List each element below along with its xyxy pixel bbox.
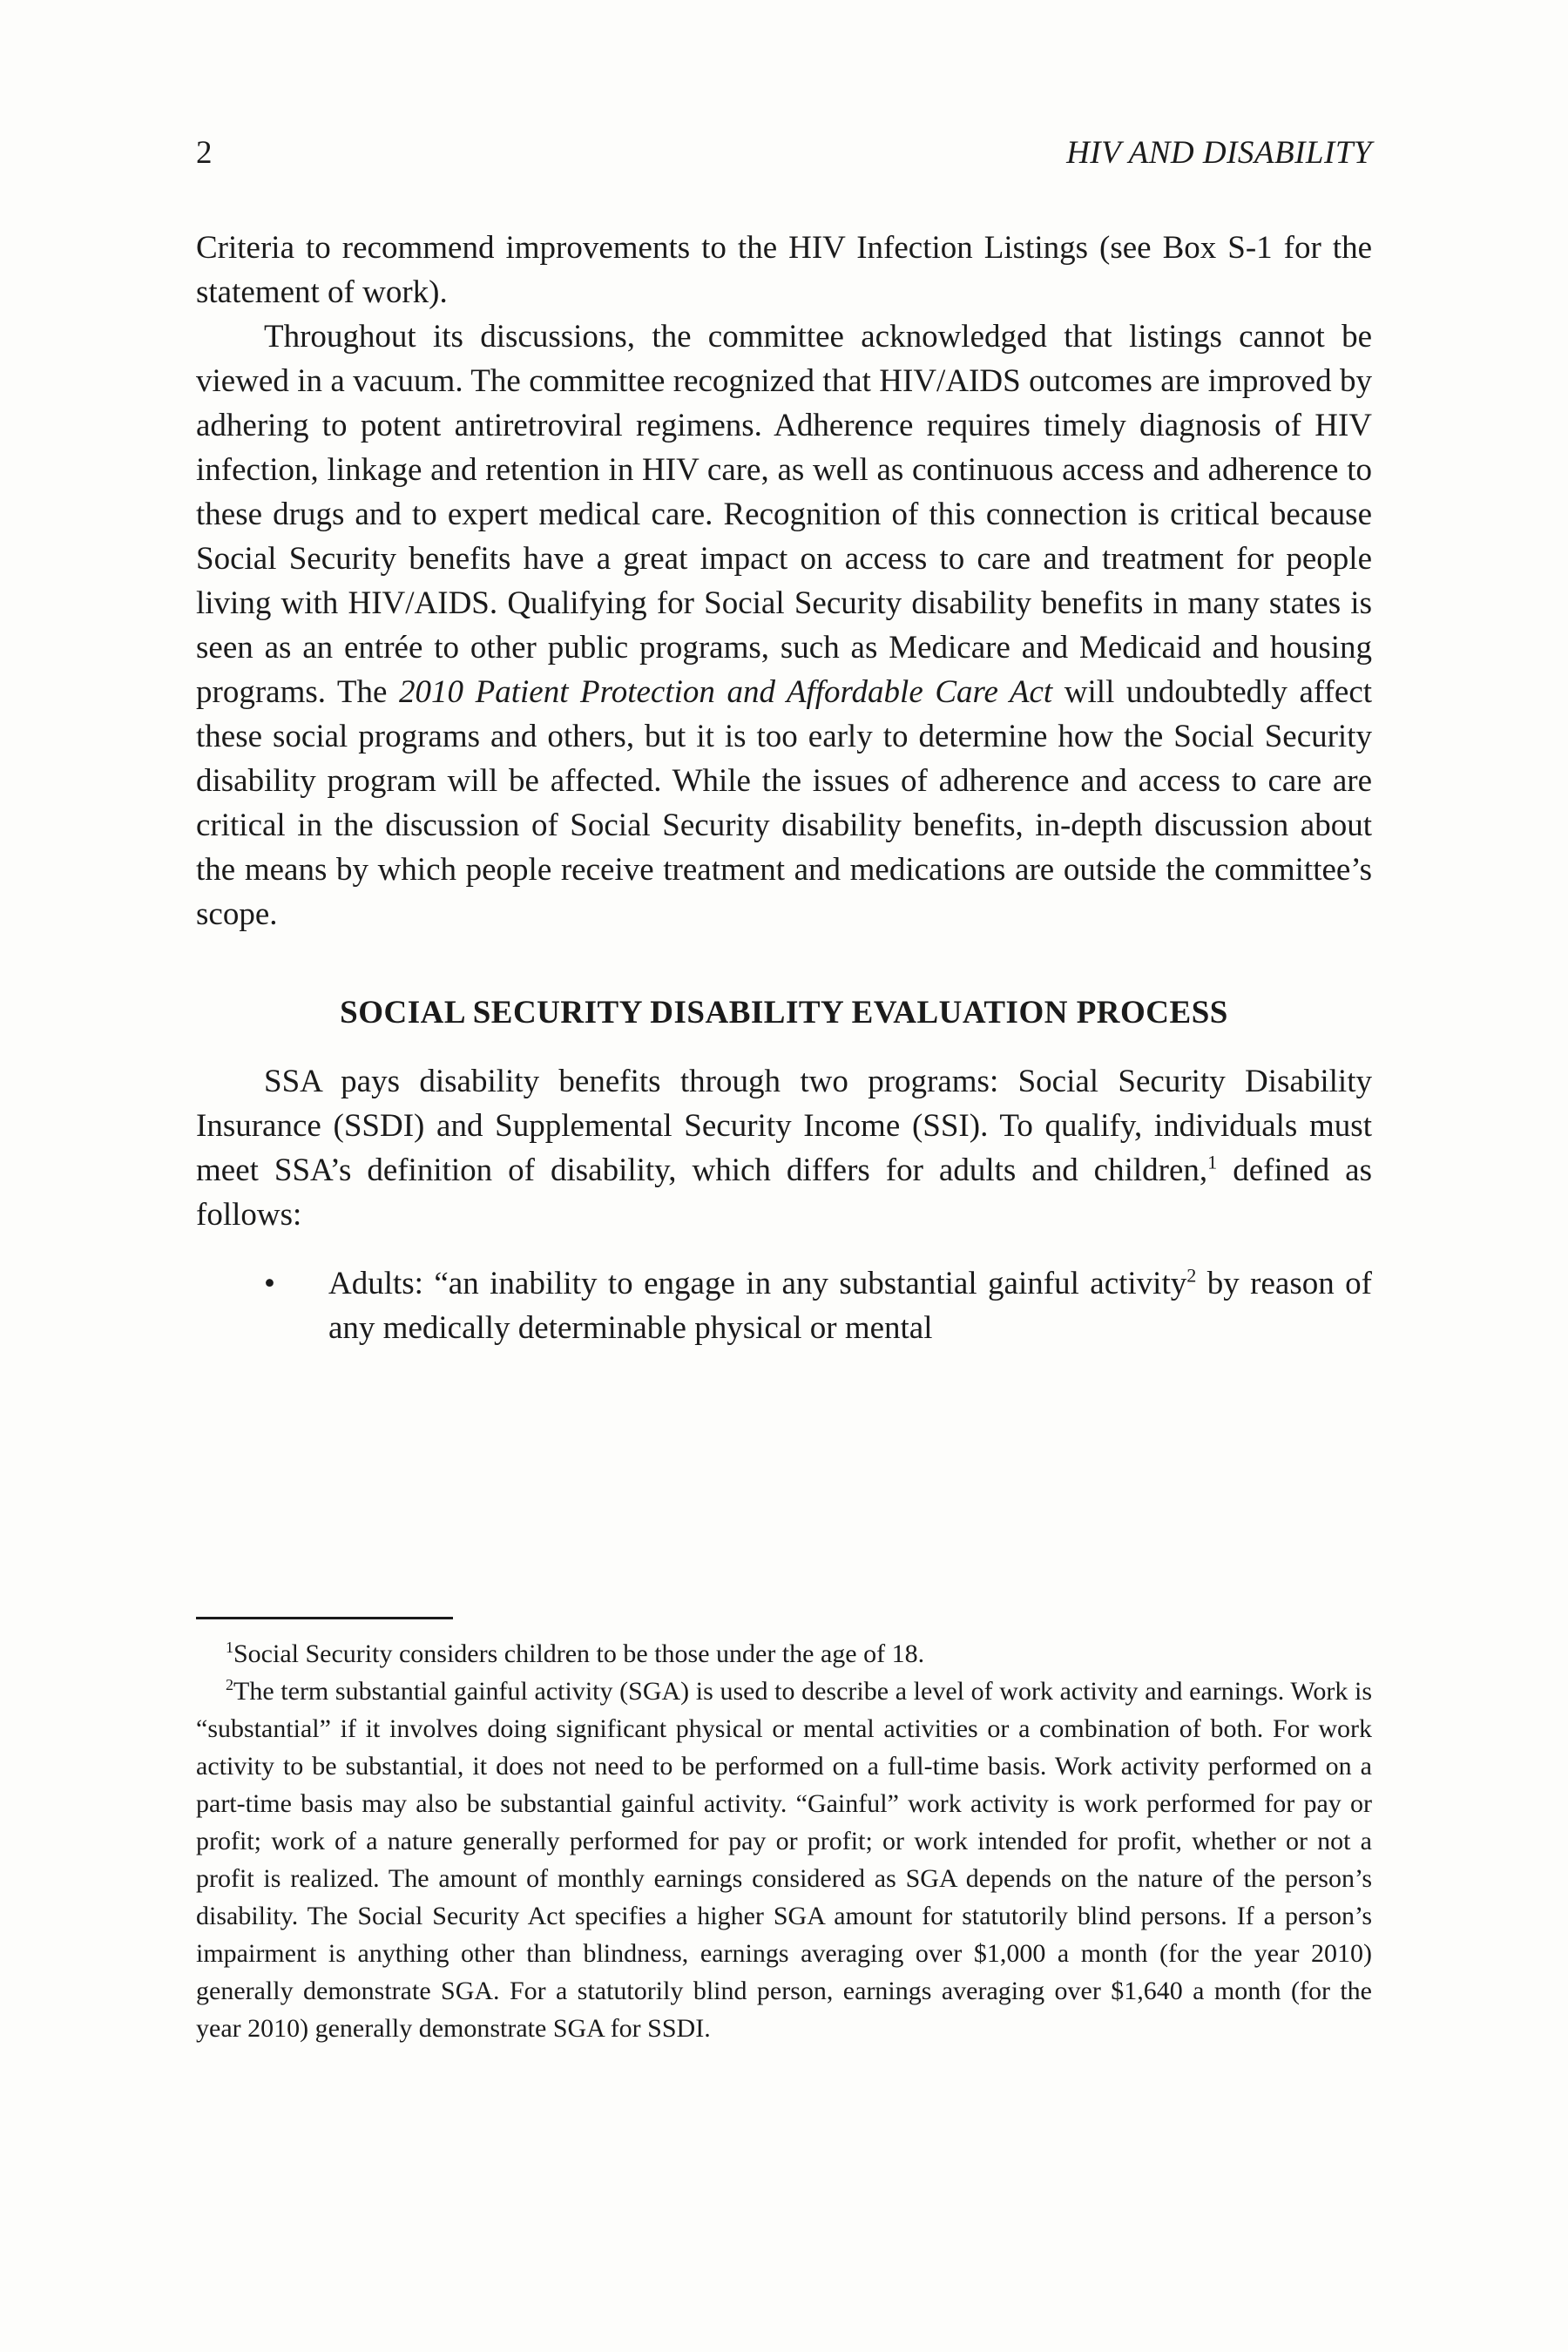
footnote-2-text: The term substantial gainful activity (SGA) is used to describe a level of work activity and earnings. Work is “substantial” if it involves doing significant physical or mental activities or a combination of both. For work activity to be substantial, it does not need to be performed on a full-time basis. Work activity performed on a part-time basis may also be substantial gainful activity. “Gainful” work activity is work performed for pay or profit; work of a nature generally performed for pay or profit; or work intended for profit, whether or not a profit is realized. The amount of monthly earnings considered as SGA depends on the nature of the person’s disability. The Social Security Act specifies a higher SGA amount for statutorily blind persons. If a person’s impairment is anything other than blindness, earnings averaging over $1,000 a month (for the year 2010) generally demonstrate SGA. For a statutorily blind person, earnings averaging over $1,640 a month (for the year 2010) generally demonstrate SGA for SSDI. — [196, 1677, 1372, 2043]
footnote-divider — [196, 1617, 453, 1619]
footnote-1-text: Social Security considers children to be those under the age of 18. — [233, 1639, 925, 1668]
footnotes-section — [196, 1617, 1372, 2047]
paragraph-ssa-programs — [196, 1059, 1372, 1237]
text-segment: by reason of any medically determinable physical or mental — [328, 1266, 1372, 1346]
text-segment: defined as follows: — [196, 1152, 1372, 1233]
footnote-ref-1: 1 — [1207, 1151, 1218, 1173]
list-item-adults — [196, 1261, 1372, 1350]
footnote-2 — [196, 1673, 1372, 2047]
bullet-list — [196, 1261, 1372, 1350]
text-segment: Throughout its discussions, the committee acknowledged that listings cannot be viewed in a vacuum. The committee recognized that HIV/AIDS outcomes are improved by adhering to potent antiretroviral regimens. Adherence requires timely diagnosis of HIV infection, linkage and retention in HIV care, as well as continuous access and adherence to these drugs and to expert medical care. Recognition of this connection is critical because Social Security benefits have a great impact on access to care and treatment for people living with HIV/AIDS. Qualifying for Social Security disability benefits in many states is seen as an entrée to other public programs, such as Medicare and Medicaid and housing programs. The — [196, 319, 1372, 710]
italic-act-title: 2010 Patient Protection and Affordable Care Act — [399, 674, 1053, 710]
text-segment: Criteria to recommend improvements to the HIV Infection Listings (see Box S-1 for the statement of work). — [196, 230, 1372, 310]
running-head: HIV AND DISABILITY — [1066, 135, 1372, 171]
footnote-1 — [196, 1635, 1372, 1673]
footnote-ref-2: 2 — [1186, 1264, 1197, 1287]
paragraph-continuation — [196, 226, 1372, 314]
section-heading: SOCIAL SECURITY DISABILITY EVALUATION PROCESS — [340, 995, 1228, 1031]
text-segment: Adults: “an inability to engage in any substantial gainful activity — [328, 1266, 1187, 1301]
paragraph-discussion — [196, 314, 1372, 936]
page-body — [196, 226, 1372, 1350]
footnote-2-marker: 2 — [226, 1676, 233, 1693]
bullet-icon: • — [264, 1266, 275, 1301]
page-number: 2 — [196, 135, 213, 171]
page-header — [196, 131, 1372, 175]
text-segment: SSA pays disability benefits through two programs: Social Security Disability Insurance (SSDI) and Supplemental Security Income (SSI). To qualify, individuals must meet SSA’s definition of disability, which differs for adults and children, — [196, 1064, 1372, 1188]
text-segment: will undoubtedly affect these social programs and others, but it is too early to determine how the Social Security disability program will be affected. While the issues of adherence and access to care are critical in the discussion of Social Security disability benefits, in-depth discussion about the means by which people receive treatment and medications are outside the committee’s scope. — [196, 674, 1373, 932]
footnote-1-marker: 1 — [226, 1639, 233, 1656]
